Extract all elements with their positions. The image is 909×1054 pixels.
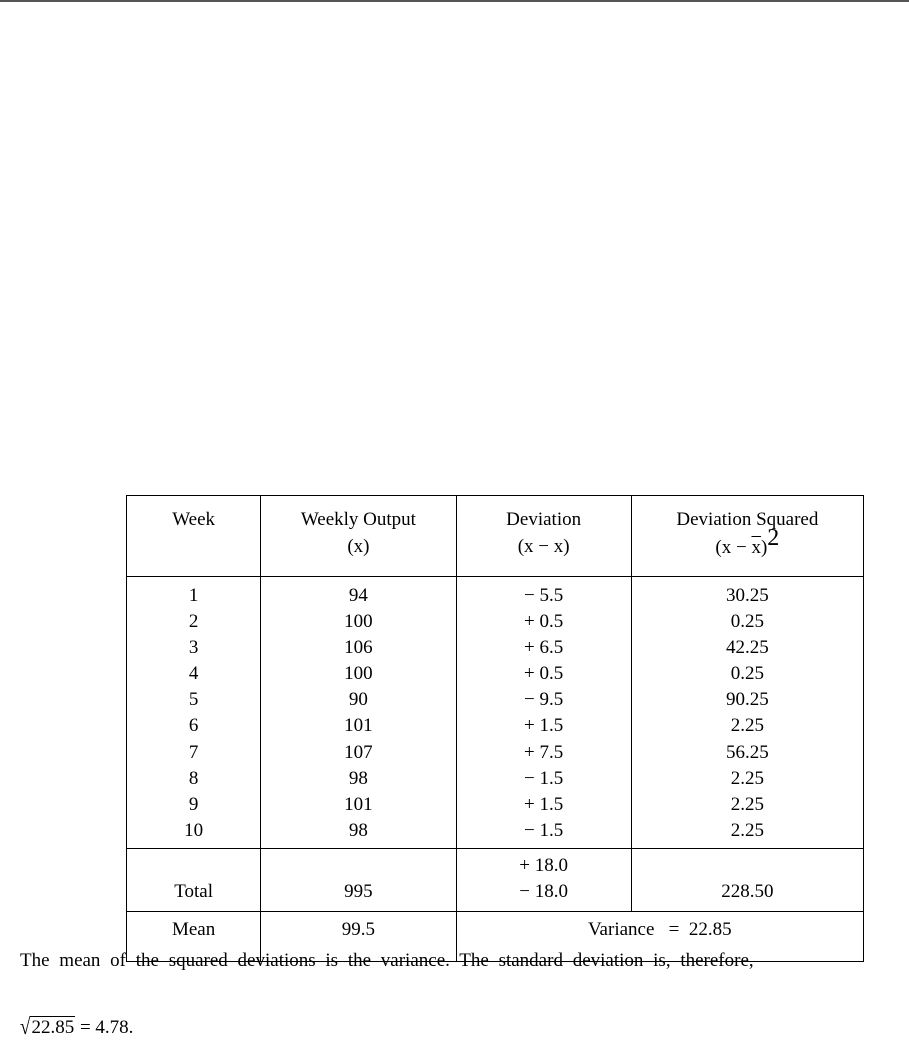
deviation-cell: + 6.5 [524,637,564,659]
std-dev-formula [20,1014,134,1040]
deviation-cell: − 1.5 [524,767,564,789]
squared-column [631,577,863,849]
week-cell: 10 [184,819,204,841]
deviation-cell: + 0.5 [524,663,564,685]
square-root-icon: √ [20,1014,31,1040]
total-output: 995 [344,880,373,902]
deviation-cell: + 7.5 [524,741,564,763]
squared-cell: 0.25 [730,663,764,685]
deviation-cell: − 1.5 [524,819,564,841]
week-cell: 4 [188,663,199,685]
deviation-cell: − 5.5 [524,585,564,606]
output-column [261,577,456,849]
total-label-cell [127,848,261,911]
variance-value: Variance = 22.85 [587,918,732,940]
deviation-cell: − 9.5 [524,689,564,711]
output-cell: 106 [344,637,373,659]
header-deviation-squared: Deviation Squared $(x - \overline{x})2$ [631,496,863,577]
week-cell: 9 [188,793,199,815]
deviation-cell: + 0.5 [524,611,564,633]
squared-cell: 2.25 [730,819,764,841]
data-rows [127,577,864,849]
deviation-cell: + 1.5 [524,715,564,737]
squared-cell: 90.25 [725,689,769,711]
week-cell: 2 [188,611,199,633]
total-deviation-positive: + 18.0 [519,854,568,876]
output-cell: 98 [348,767,368,789]
output-cell: 90 [348,689,368,711]
deviation-table [126,495,864,962]
total-squared: 228.50 [721,880,774,902]
squared-formula: $(x - \overline{x})2$ [715,525,780,558]
formula-result: = 4.78. [75,1017,134,1038]
output-cell: 98 [348,819,368,841]
deviation-cell: + 1.5 [524,793,564,815]
header-row [127,496,864,577]
output-cell: 107 [344,741,373,763]
week-column [127,577,261,849]
squared-cell: 56.25 [725,741,769,763]
header-deviation: Deviation (x − x) [456,496,631,577]
radicand: 22.85 [31,1017,75,1038]
mean-output: 99.5 [261,911,456,961]
output-cell: 94 [348,585,368,606]
total-deviation-negative: − 18.0 [519,880,568,902]
week-cell: 8 [188,767,199,789]
output-cell: 100 [344,611,373,633]
week-cell: 5 [188,689,199,711]
header-week: Week [127,496,261,577]
week-cell: 7 [188,741,199,763]
deviation-column [456,577,631,849]
total-output-cell [261,848,456,911]
output-cell: 101 [344,793,373,815]
week-cell: 6 [188,715,199,737]
total-row [127,848,864,911]
squared-cell: 30.25 [725,585,769,606]
total-squared-cell [631,848,863,911]
week-cell: 1 [188,585,199,606]
squared-cell: 2.25 [730,767,764,789]
week-cell: 3 [188,637,199,659]
squared-cell: 0.25 [730,611,764,633]
squared-cell: 2.25 [730,793,764,815]
explanation-paragraph: The mean of the squared deviations is the variance. The standard deviation is, therefore, [20,950,754,971]
output-cell: 101 [344,715,373,737]
squared-cell: 42.25 [725,637,769,659]
total-deviation-cell [456,848,631,911]
output-cell: 100 [344,663,373,685]
top-rule [0,0,909,2]
squared-cell: 2.25 [730,715,764,737]
mean-label: Mean [127,911,261,961]
total-label: Total [174,880,213,902]
header-weekly-output: Weekly Output (x) [261,496,456,577]
